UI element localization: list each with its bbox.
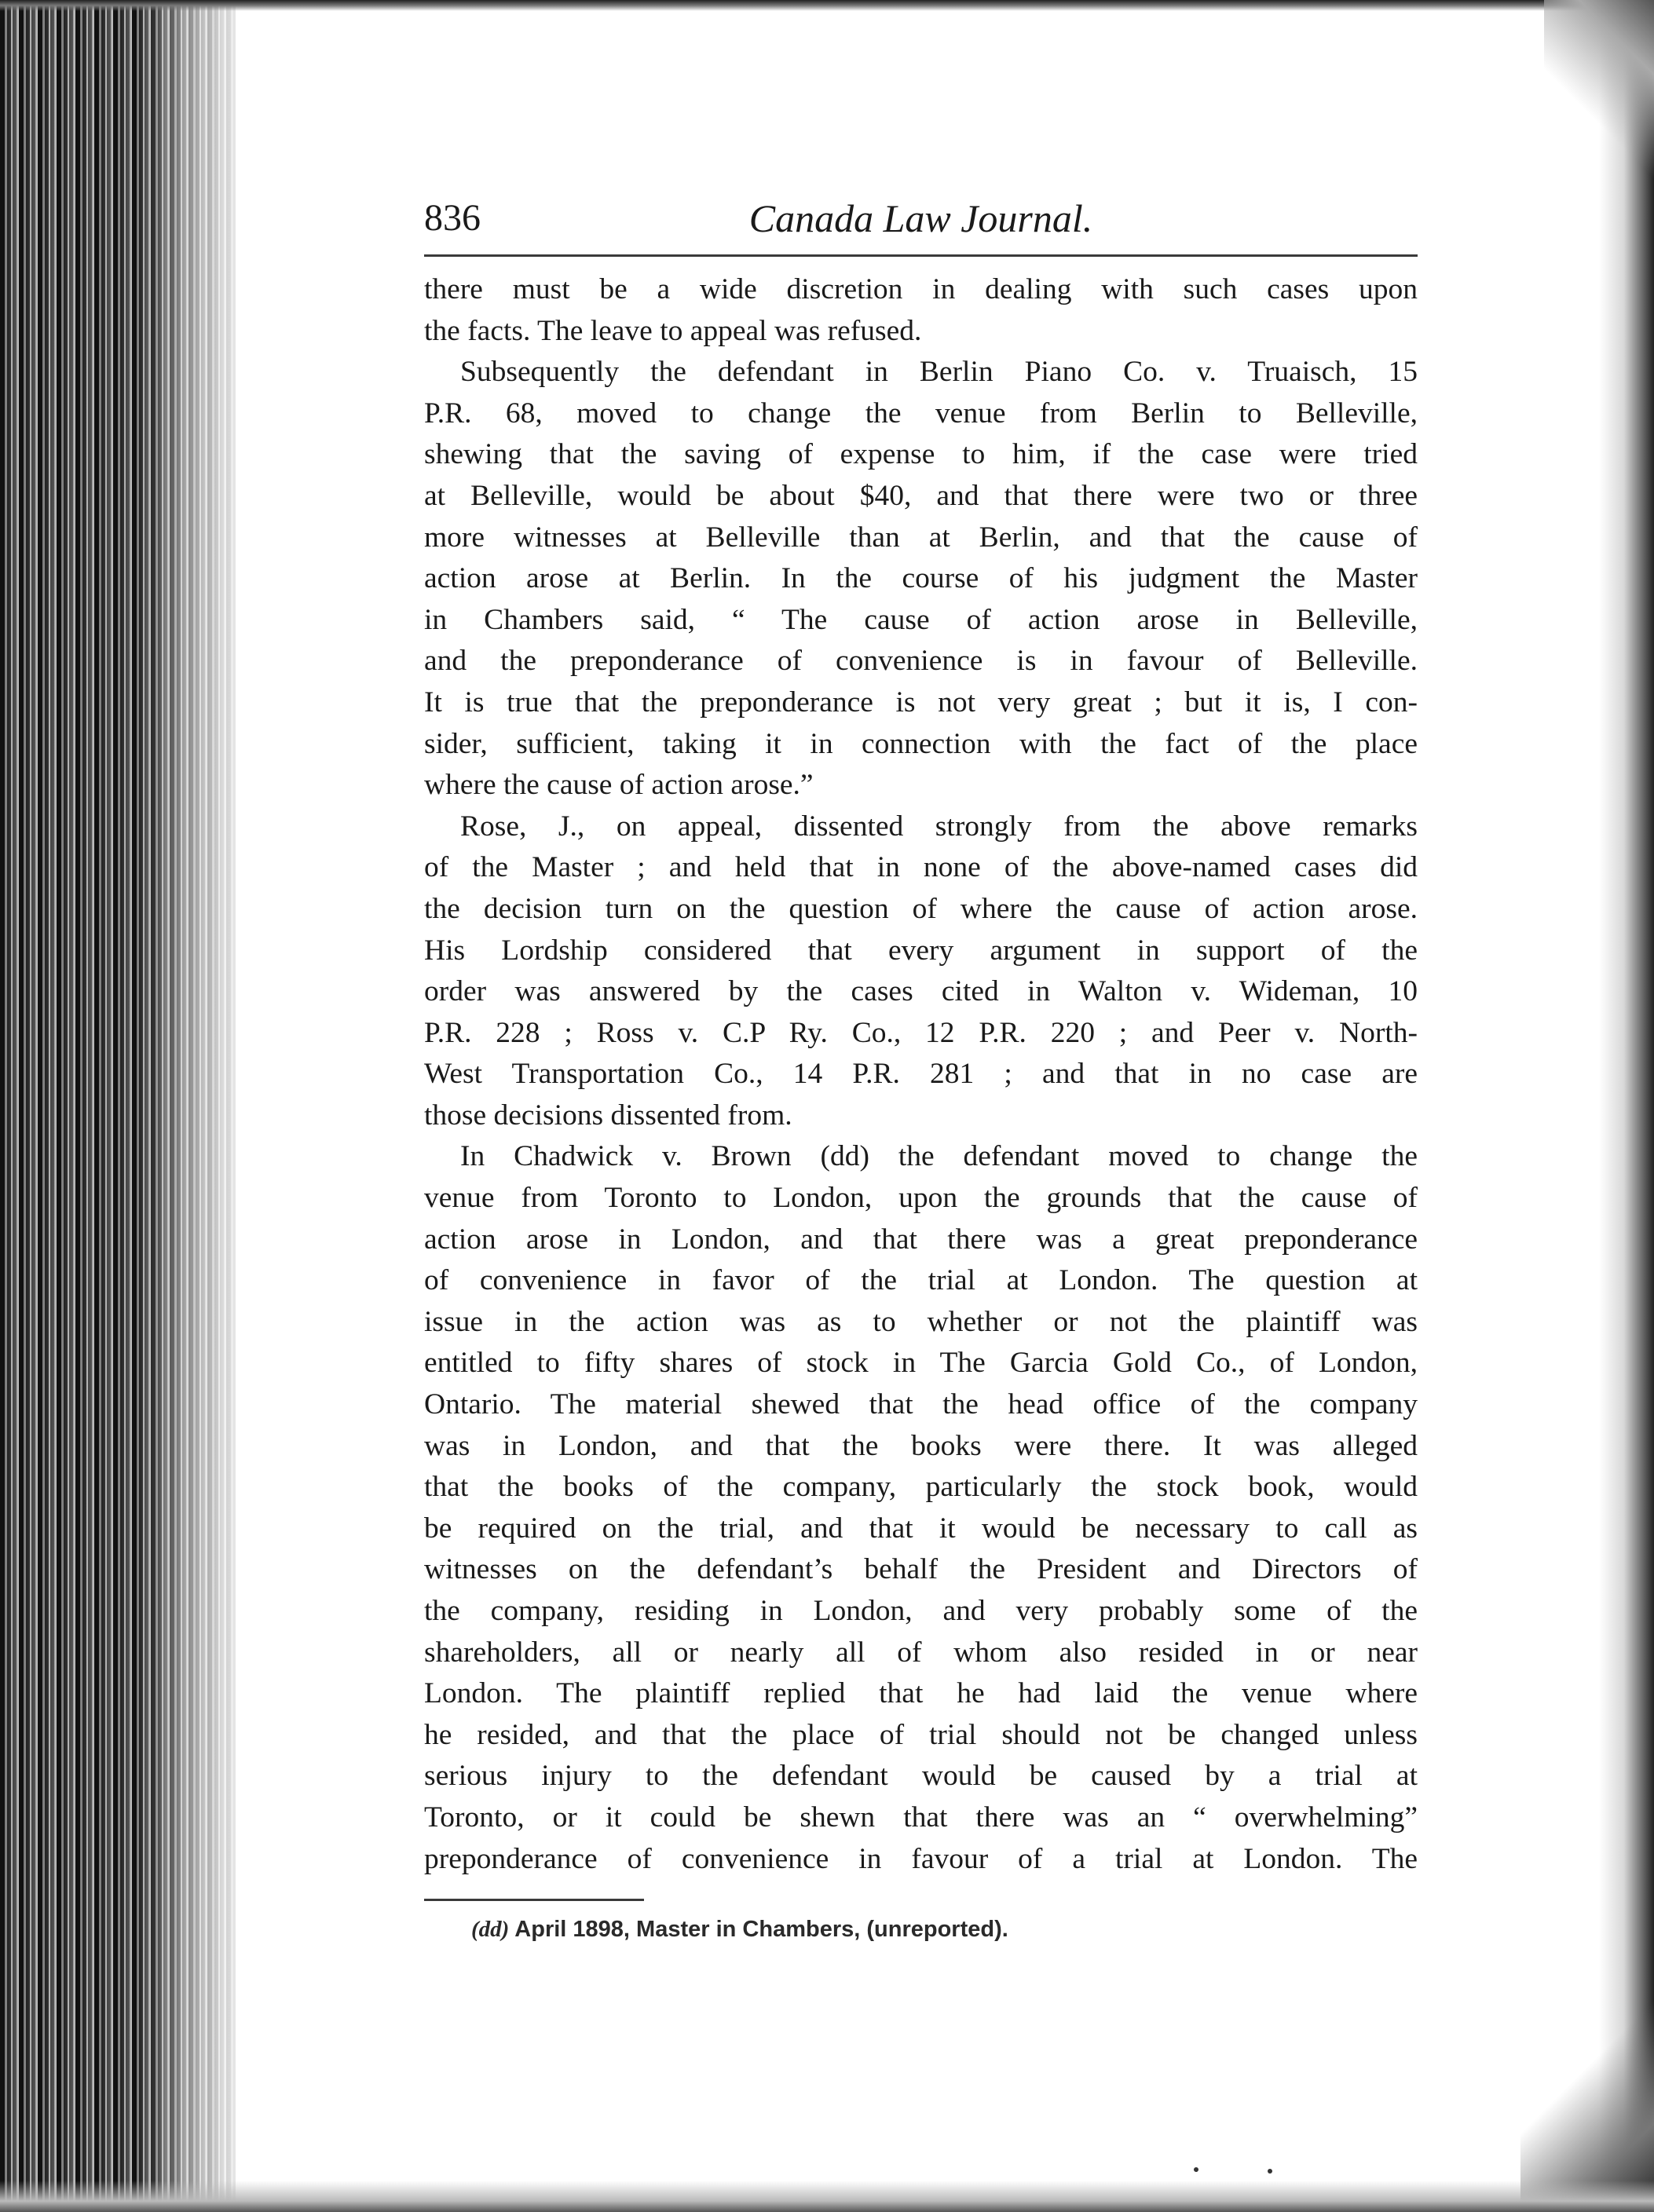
paragraph-2 [424,352,1418,806]
footnote-mark: (dd) [471,1917,510,1943]
text-line: there must be a wide discretion in dealing with such cases upon [424,273,1418,305]
paragraph-1 [424,269,1418,352]
top-right-corner-shadow [1544,0,1654,188]
text-line: was in London, and that the books were there. It was alleged [424,1429,1418,1462]
text-line: the company, residing in London, and very probably some of the [424,1595,1418,1627]
text-line: in Chambers said, “ The cause of action arose in Belleville, [424,603,1418,636]
bottom-edge-shadow [0,2181,1654,2212]
text-line: the decision turn on the question of where the cause of action arose. [424,892,1418,925]
text-line: Subsequently the defendant in Berlin Piano Co. v. Truaisch, 15 [460,356,1418,389]
page-content [424,188,1418,1947]
text-line: P.R. 228 ; Ross v. C.P Ry. Co., 12 P.R. 220 ; and Peer v. North- [424,1016,1418,1049]
text-line: he resided, and that the place of trial should not be changed unless [424,1718,1418,1751]
text-line: of the Master ; and held that in none of the above-named cases did [424,851,1418,884]
text-line: shewing that the saving of expense to him, if the case were tried [424,438,1418,471]
bottom-right-corner-shadow [1520,1992,1654,2212]
text-line: at Belleville, would be about $40, and that there were two or three [424,479,1418,512]
text-line: Rose, J., on appeal, dissented strongly from the above remarks [460,810,1418,843]
text-line: His Lordship considered that every argument in support of the [424,934,1418,967]
text-line: witnesses on the defendant’s behalf the President and Directors of [424,1553,1418,1586]
top-edge-shadow [0,0,1654,11]
text-line: those decisions dissented from. [424,1099,792,1132]
text-line: action arose at Berlin. In the course of his judgment the Master [424,562,1418,595]
paragraph-4 [424,1136,1418,1880]
text-line: venue from Toronto to London, upon the grounds that the cause of [424,1182,1418,1215]
scan-speck [1268,2169,1272,2174]
text-line: sider, sufficient, taking it in connection with the fact of the place [424,727,1418,760]
text-line: order was answered by the cases cited in Walton v. Wideman, 10 [424,975,1418,1008]
text-line: shareholders, all or nearly all of whom also resided in or near [424,1636,1418,1669]
text-line: action arose in London, and that there was a great preponderance [424,1223,1418,1256]
text-line: It is true that the preponderance is not very great ; but it is, I con- [424,686,1418,718]
paragraph-3 [424,806,1418,1137]
text-line: Toronto, or it could be shewn that there was an “ overwhelming” [424,1801,1418,1834]
scan-speck [1194,2167,1198,2172]
text-line: serious injury to the defendant would be caused by a trial at [424,1760,1418,1793]
text-line: where the cause of action arose.” [424,769,814,802]
text-line: London. The plaintiff replied that he had laid the venue where [424,1677,1418,1710]
text-line: issue in the action was as to whether or not the plaintiff was [424,1305,1418,1338]
binding-fade [141,0,251,2212]
text-line: West Transportation Co., 14 P.R. 281 ; and that in no case are [424,1058,1418,1091]
right-edge-shadow [1599,0,1654,2212]
text-line: be required on the trial, and that it would be necessary to call as [424,1512,1418,1545]
text-line: P.R. 68, moved to change the venue from Berlin to Belleville, [424,397,1418,430]
text-line: that the books of the company, particularly the stock book, would [424,1471,1418,1504]
page-number: 836 [424,197,481,239]
footnote-rule [424,1899,644,1901]
text-line: more witnesses at Belleville than at Berlin, and that the cause of [424,521,1418,554]
journal-title: Canada Law Journal. [748,196,1093,240]
body-text [424,269,1418,1880]
footnote [471,1912,1418,1947]
text-line: entitled to fifty shares of stock in The Garcia Gold Co., of London, [424,1347,1418,1380]
text-line: and the preponderance of convenience is in favour of Belleville. [424,645,1418,678]
text-line: Ontario. The material shewed that the head office of the company [424,1388,1418,1421]
text-line: the facts. The leave to appeal was refused. [424,314,922,347]
text-line: In Chadwick v. Brown (dd) the defendant moved to change the [460,1140,1418,1173]
text-line: preponderance of convenience in favour of a trial at London. The [424,1842,1418,1875]
text-line: of convenience in favor of the trial at London. The question at [424,1264,1418,1297]
header-rule [424,254,1418,257]
running-head [424,188,1418,248]
footnote-text: April 1898, Master in Chambers, (unreported). [509,1917,1008,1943]
